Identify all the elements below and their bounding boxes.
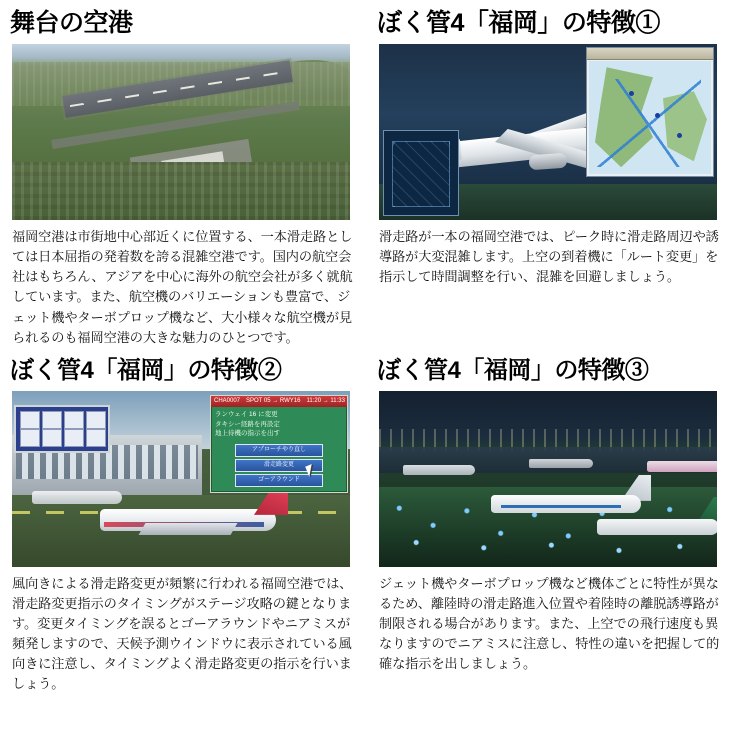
info-board-cell xyxy=(86,429,106,447)
panel-title: 舞台の空港 xyxy=(10,9,133,37)
background-aircraft xyxy=(32,491,122,504)
radar-window-titlebar xyxy=(587,48,713,60)
panel-feature-3 xyxy=(375,358,730,695)
aircraft-engine xyxy=(529,153,568,171)
background-aircraft xyxy=(529,459,593,468)
panel-caption: ジェット機やターボプロップ機など機体ごとに特性が異なるため、離陸時の滑走路進入位置や着陸時の離脱誘導路が制限される場合があります。また、上空での飛行速度も異なりますのでニアミスに注意し、特性の違いを把握して的確な指示を出しましょう。 xyxy=(379,575,720,672)
info-board-cell xyxy=(42,411,62,429)
in-flight-aircraft-with-radar-screens xyxy=(379,44,717,220)
dialog-line: 地上待機の指示を出す xyxy=(215,430,280,438)
dialog-titlebar: CHA0007 SPOT 05 → RWY16 11:20 → 11:33 xyxy=(211,396,347,407)
info-board-cell xyxy=(20,411,40,429)
flight-route-lines xyxy=(597,79,701,167)
panel-title: ぼく管4「福岡」の特徴③ xyxy=(377,356,649,384)
apron-with-dialog-and-cursor xyxy=(12,391,350,567)
approach-chart-window xyxy=(383,130,459,216)
green-livery-aircraft xyxy=(597,519,717,535)
panel-caption: 福岡空港は市街地中心部近くに位置する、一本滑走路としては日本屈指の発着数を誇る混雑空港です。国内の航空会社はもちろん、アジアを中心に海外の航空会社が多く就航しています。また、航空機のバリエーションも豊富で、ジェット機やターボプロップ機など、大小様々な航空機が見られるのも福岡空港の大きな魅力のひとつです。 xyxy=(12,229,353,345)
panel-feature-1 xyxy=(375,10,730,348)
radar-map-canvas xyxy=(589,61,711,174)
info-board-cell xyxy=(64,429,84,447)
info-board-cell xyxy=(64,411,84,429)
panel-title: ぼく管4「福岡」の特徴② xyxy=(10,356,282,384)
background-aircraft xyxy=(403,465,475,475)
aircraft-fuselage xyxy=(491,495,641,513)
fukuoka-airport-aerial-photo xyxy=(12,44,350,220)
panel-stage-airport xyxy=(8,10,363,348)
dialog-button-go-around[interactable]: ゴーアラウンド xyxy=(235,474,323,487)
dialog-button-approach-retry[interactable]: アプローチやり直し xyxy=(235,444,323,457)
dialog-button-runway-change[interactable]: 滑走路変更 xyxy=(235,459,323,472)
info-board-cell xyxy=(20,429,40,447)
surrounding-city-texture xyxy=(12,162,350,220)
night-apron-with-multiple-airliners xyxy=(379,391,717,567)
dialog-body xyxy=(211,407,347,442)
panel-caption: 風向きによる滑走路変更が頻繁に行われる福岡空港では、滑走路変更指示のタイミングがステージ攻略の鍵となります。変更タイミングを誤るとゴーアラウンドやニアミスが頻発しますので、天候予測ウインドウに表示されている風向きに注意し、タイミングよく滑走路変更の指示を行いましょう。 xyxy=(12,575,353,692)
panel-grid xyxy=(8,10,722,694)
dialog-line: タキシー経路を再設定 xyxy=(215,420,280,428)
info-board xyxy=(14,405,110,453)
instruction-dialog[interactable] xyxy=(210,395,348,493)
aircraft-livery-stripe xyxy=(501,505,621,508)
info-board-cell xyxy=(42,429,62,447)
radar-map-window xyxy=(586,47,714,177)
aircraft-wing xyxy=(139,523,238,535)
panel-title: ぼく管4「福岡」の特徴① xyxy=(377,9,660,37)
pink-livery-aircraft xyxy=(647,461,717,472)
dialog-line: ランウェイ 16 に変更 xyxy=(215,410,278,418)
info-board-cell xyxy=(86,411,106,429)
panel-feature-2 xyxy=(8,358,363,695)
panel-caption: 滑走路が一本の福岡空港では、ピーク時に滑走路周辺や誘導路が大変混雑します。上空の到着機に「ルート変更」を指示して時間調整を行い、混雑を回避しましょう。 xyxy=(379,229,719,285)
